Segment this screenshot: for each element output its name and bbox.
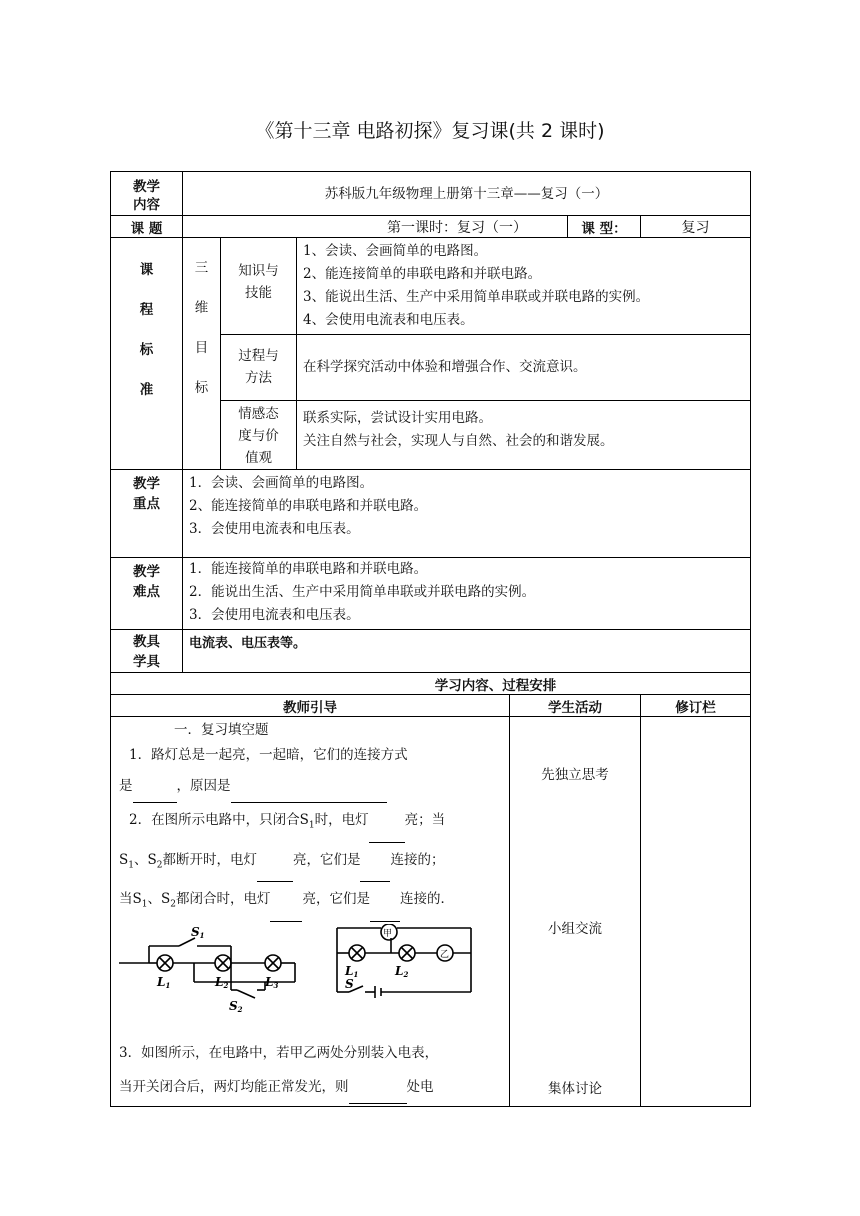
topic-value: 第一课时：复习（一）	[183, 216, 568, 238]
c2-l1-label: L1	[345, 964, 359, 980]
standards-label: 课 程 标 准	[111, 238, 183, 470]
arrangement-title: 学习内容、过程安排	[111, 673, 751, 695]
circuit-diagram-1	[119, 924, 479, 1024]
teacher-guide	[111, 717, 510, 1107]
row-difficulties	[111, 558, 751, 630]
lesson-plan-table	[110, 171, 751, 1107]
page-title: 《第十三章 电路初探》复习课(共 2 课时)	[255, 120, 605, 142]
key-points-label: 教学 重点	[111, 470, 183, 558]
meter-b-label: 乙	[440, 950, 450, 961]
q1-line-b: 是 ，原因是	[119, 769, 501, 803]
row-topic	[111, 216, 751, 238]
col-student: 学生活动	[510, 695, 641, 717]
topic-label: 课 题	[111, 216, 183, 238]
q2-line-a: 2．在图所示电路中，只闭合$S_1$时，电灯 亮；当	[119, 803, 501, 843]
difficulties-label: 教学 难点	[111, 558, 183, 630]
type-value: 复习	[641, 216, 751, 238]
row-content	[111, 172, 751, 216]
student-activities	[510, 717, 641, 1107]
student-activity-3: 集体讨论	[548, 1081, 602, 1097]
s1-label: S1	[191, 925, 205, 941]
q3-line-b: 当开关闭合后，两灯均能正常发光，则 处电	[119, 1070, 501, 1104]
l1-label: L1	[157, 975, 171, 991]
s2-label: S2	[229, 999, 243, 1015]
section-heading: 一．复习填空题	[174, 722, 269, 738]
row-standards-knowledge	[111, 238, 751, 335]
difficulties-items: 1．能连接简单的串联电路和并联电路。 2．能说出生活、生产中采用简单串联或并联电路的实例。 3．会使用电流表和电压表。	[183, 558, 751, 630]
emotion-items: 联系实际，尝试设计实用电路。 关注自然与社会，实现人与自然、社会的和谐发展。	[297, 401, 751, 470]
three-dimensions-label: 三 维 目 标	[183, 238, 221, 470]
student-activity-2: 小组交流	[548, 921, 602, 937]
student-activity-1: 先独立思考	[541, 767, 609, 783]
col-revision: 修订栏	[641, 695, 751, 717]
row-tools	[111, 630, 751, 673]
q1-line-a: 1．路灯总是一起亮，一起暗，它们的连接方式	[129, 747, 408, 763]
circuit-diagrams	[119, 922, 501, 1032]
col-teacher: 教师引导	[111, 695, 510, 717]
q3-line-a: 3．如图所示，在电路中，若甲乙两处分别装入电表，	[119, 1045, 439, 1062]
row-column-headers	[111, 695, 751, 717]
process-label: 过程与 方法	[221, 335, 297, 401]
tools-value: 电流表、电压表等。	[183, 630, 751, 673]
type-label: 课 型：	[568, 216, 641, 238]
q2-line-b: $S_1$、$S_2$都断开时，电灯 亮，它们是 连接的；	[119, 843, 501, 883]
knowledge-items: 1、会读、会画简单的电路图。 2、能连接简单的串联电路和并联电路。 3、能说出生活、生产中采用简单串联或并联电路的实例。 4、会使用电流表和电压表。	[297, 238, 751, 335]
knowledge-label: 知识与 技能	[221, 238, 297, 335]
content-value: 苏科版九年级物理上册第十三章——复习（一）	[183, 172, 751, 216]
tools-label: 教具 学具	[111, 630, 183, 673]
row-lesson-body	[111, 717, 751, 1107]
c2-l2-label: L2	[395, 964, 409, 980]
row-key-points	[111, 470, 751, 558]
c2-s-label: S	[345, 977, 354, 992]
emotion-label: 情感态 度与价 值观	[221, 401, 297, 470]
l2-label: L2	[215, 975, 229, 991]
l3-label: L3	[265, 975, 279, 991]
q2-line-c: 当$S_1$、$S_2$都闭合时，电灯 亮，它们是 连接的．	[119, 882, 501, 922]
process-text: 在科学探究活动中体验和增强合作、交流意识。	[297, 335, 751, 401]
meter-a-label: 甲	[383, 929, 393, 940]
revision-column	[641, 717, 751, 1107]
content-label: 教学 内容	[111, 172, 183, 216]
row-arrangement-title	[111, 673, 751, 695]
key-points-items: 1．会读、会画简单的电路图。 2、能连接简单的串联电路和并联电路。 3．会使用电流表和电压表。	[183, 470, 751, 558]
